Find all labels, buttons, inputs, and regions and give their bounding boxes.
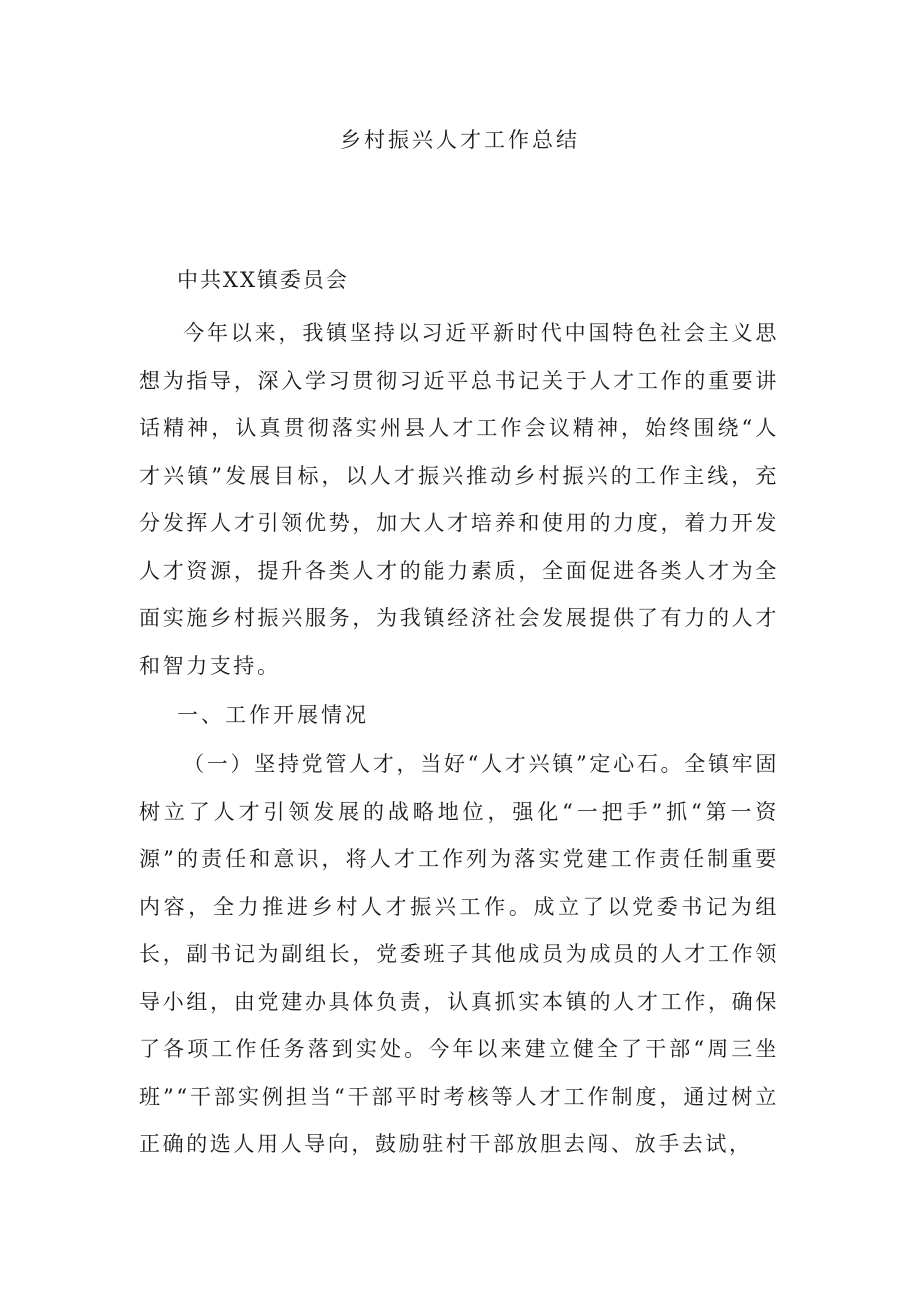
document-title: 乡村振兴人才工作总结 xyxy=(340,128,580,152)
body-paragraph: 今年以来，我镇坚持以习近平新时代中国特色社会主义思想为指导，深入学习贯彻习近平总书记关于人才工作的重要讲话精神，认真贯彻落实州县人才工作会议精神，始终围绕“人才兴镇”发展目标，以人才振兴推动乡村振兴的工作主线，充分发挥人才引领优势，加大人才培养和使用的力度，着力开发人才资源，提升各类人才的能力素质，全面促进各类人才为全面实施乡村振兴服务，为我镇经济社会发展提供了有力的人才和智力支持。 xyxy=(139,321,779,678)
organization-name: 中共XX镇委员会 xyxy=(177,268,349,292)
body-paragraph: （一）坚持党管人才，当好“人才兴镇”定心石。全镇牢固树立了人才引领发展的战略地位，强化“一把手”抓“第一资源”的责任和意识，将人才工作列为落实党建工作责任制重要内容，全力推进乡村人才振兴工作。成立了以党委书记为组长，副书记为副组长，党委班子其他成员为成员的人才工作领导小组，由党建办具体负责，认真抓实本镇的人才工作，确保了各项工作任务落到实处。今年以来建立健全了干部“周三坐班”“干部实例担当“干部平时考核等人才工作制度，通过树立正确的选人用人导向，鼓励驻村干部放胆去闯、放手去试， xyxy=(139,752,779,1156)
section-heading: 一、工作开展情况 xyxy=(177,703,369,727)
